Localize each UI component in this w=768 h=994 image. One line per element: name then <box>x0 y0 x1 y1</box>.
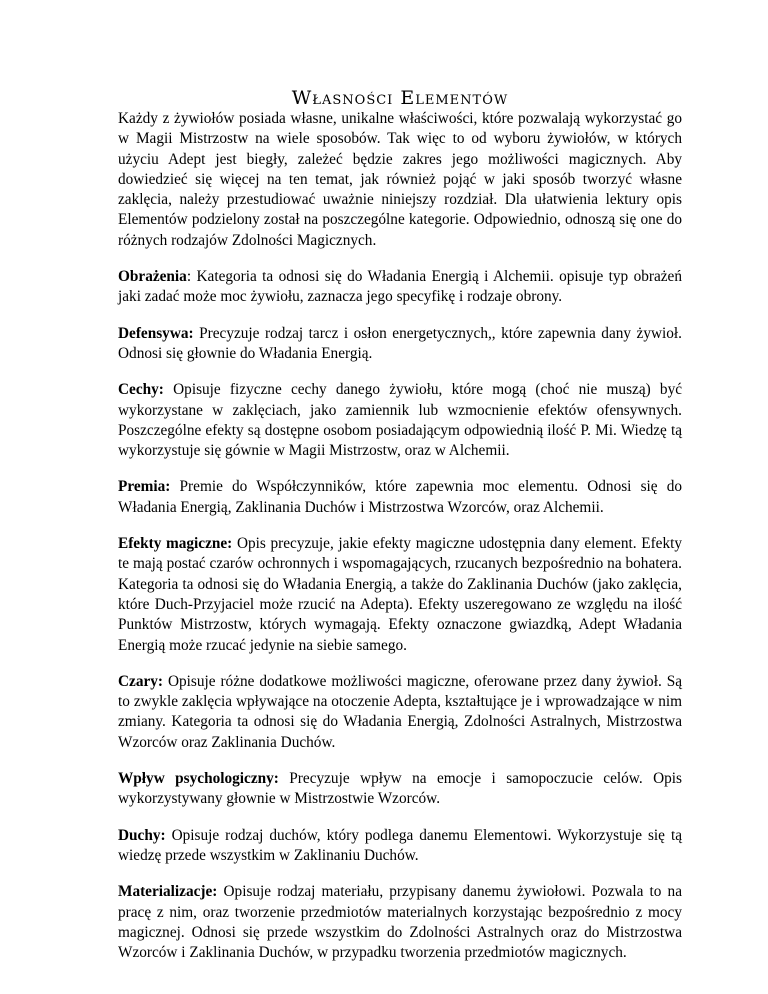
section-czary <box>118 672 682 753</box>
section-term: Efekty magiczne: <box>118 535 233 553</box>
section-text: Opisuje rodzaj duchów, który podlega danemu Elementowi. Wykorzystuje się tą wiedzę przede wszystkim w Zaklinaniu Duchów. <box>118 826 682 864</box>
section-term: Duchy: <box>118 826 166 844</box>
section-text: Premie do Współczynników, które zapewnia moc elementu. Odnosi się do Władania Energią, Zaklinania Duchów i Mistrzostwa Wzorców, oraz Alchemii. <box>118 478 683 516</box>
section-term: Defensywa: <box>118 324 194 342</box>
section-efekty-magiczne <box>118 534 682 656</box>
section-term: Premia: <box>118 478 171 496</box>
section-text: Precyzuje wpływ na emocje i samopoczucie celów. Opis wykorzystywany głownie w Mistrzostwie Wzorców. <box>118 770 682 808</box>
section-text: Kategoria ta odnosi się do Władania Energią i Alchemii. opisuje typ obrażeń jaki zadać może moc żywiołu, zaznacza jego specyfikę i rodzaje obrony. <box>118 268 682 306</box>
section-text: Opisuje fizyczne cechy danego żywiołu, które mogą (choć nie muszą) być wykorzystane w zaklęciach, jako zamiennik lub wzmocnienie efektów ofensywnych. Poszczególne efekty są dostępne osobom posiadającym odpowiednią ilość P. Mi. Wiedzę tą wykorzystuje się gównie w Magii Mistrzostw, oraz w Alchemii. <box>118 381 683 460</box>
section-term: Wpływ psychologiczny: <box>118 770 279 788</box>
section-obrazenia: Obrażenia: Kategoria ta odnosi się do Władania Energią i Alchemii. opisuje typ obrażeń jaki zadać może moc żywiołu, zaznacza jego specyfikę i rodzaje obrony. <box>118 268 682 306</box>
section-text: Opisuje różne dodatkowe możliwości magiczne, oferowane przez dany żywioł. Są to zwykle zaklęcia wpływające na otoczenie Adepta, kształtujące je i wprowadzające w nim zmiany. Kategoria ta odnosi się do Władania Energią, Zdolności Astralnych, Mistrzostwa Wzorców oraz Zaklinania Duchów. <box>118 672 682 751</box>
section-term: Obrażenia <box>118 268 187 286</box>
section-term: Cechy: <box>118 381 164 399</box>
section-cechy <box>118 380 682 461</box>
section-text: Precyzuje rodzaj tarcz i osłon energetycznych,, które zapewnia dany żywioł. Odnosi się głownie do Władania Energią. <box>118 324 683 362</box>
section-text: Opisuje rodzaj materiału, przypisany danemu żywiołowi. Pozwala to na pracę z nim, oraz tworzenie przedmiotów materialnych korzystając bezpośrednio z mocy magicznej. Odnosi się przede wszystkim do Zdolności Astralnych oraz do Mistrzostwa Wzorców i Zaklinania Duchów, w przypadku tworzenia przedmiotów magicznych. <box>118 883 682 962</box>
section-defensywa <box>118 324 682 365</box>
section-duchy <box>118 826 682 867</box>
section-wplyw-psychologiczny <box>118 769 682 810</box>
page-title: Własności Elementów <box>291 87 509 109</box>
section-term: Materializacje: <box>118 883 218 901</box>
intro-paragraph: Każdy z żywiołów posiada własne, unikalne właściwości, które pozwalają wykorzystać go w Magii Mistrzostw na wiele sposobów. Tak więc to od wyboru żywiołów, w których użyciu Adept jest biegły, zależeć będzie zakres jego możliwości magicznych. Aby dowiedzieć się więcej na ten temat, jak również pojąć w jaki sposób tworzyć własne zaklęcia, należy przestudiować uważnie niniejszy rozdział. Dla ułatwienia lektury opis Elementów podzielony został na poszczególne kategorie. Odpowiednio, odnoszą się one do różnych rodzajów Zdolności Magicznych. <box>118 110 682 249</box>
section-premia <box>118 477 682 518</box>
section-term: Czary: <box>118 672 164 690</box>
section-materializacje <box>118 882 682 963</box>
section-text: Opis precyzuje, jakie efekty magiczne udostępnia dany element. Efekty te mają postać czarów ochronnych i wspomagających, rzucanych bezpośrednio na bohatera. Kategoria ta odnosi się do Władania Energią, a także do Zaklinania Duchów (jako zaklęcia, które Duch-Przyjaciel może rzucić na Adepta). Efekty uszeregowano ze względu na ilość Punktów Mistrzostw, których wymagają. Efekty oznaczone gwiazdką, Adept Władania Energią może rzucać jedynie na siebie samego. <box>118 535 682 654</box>
